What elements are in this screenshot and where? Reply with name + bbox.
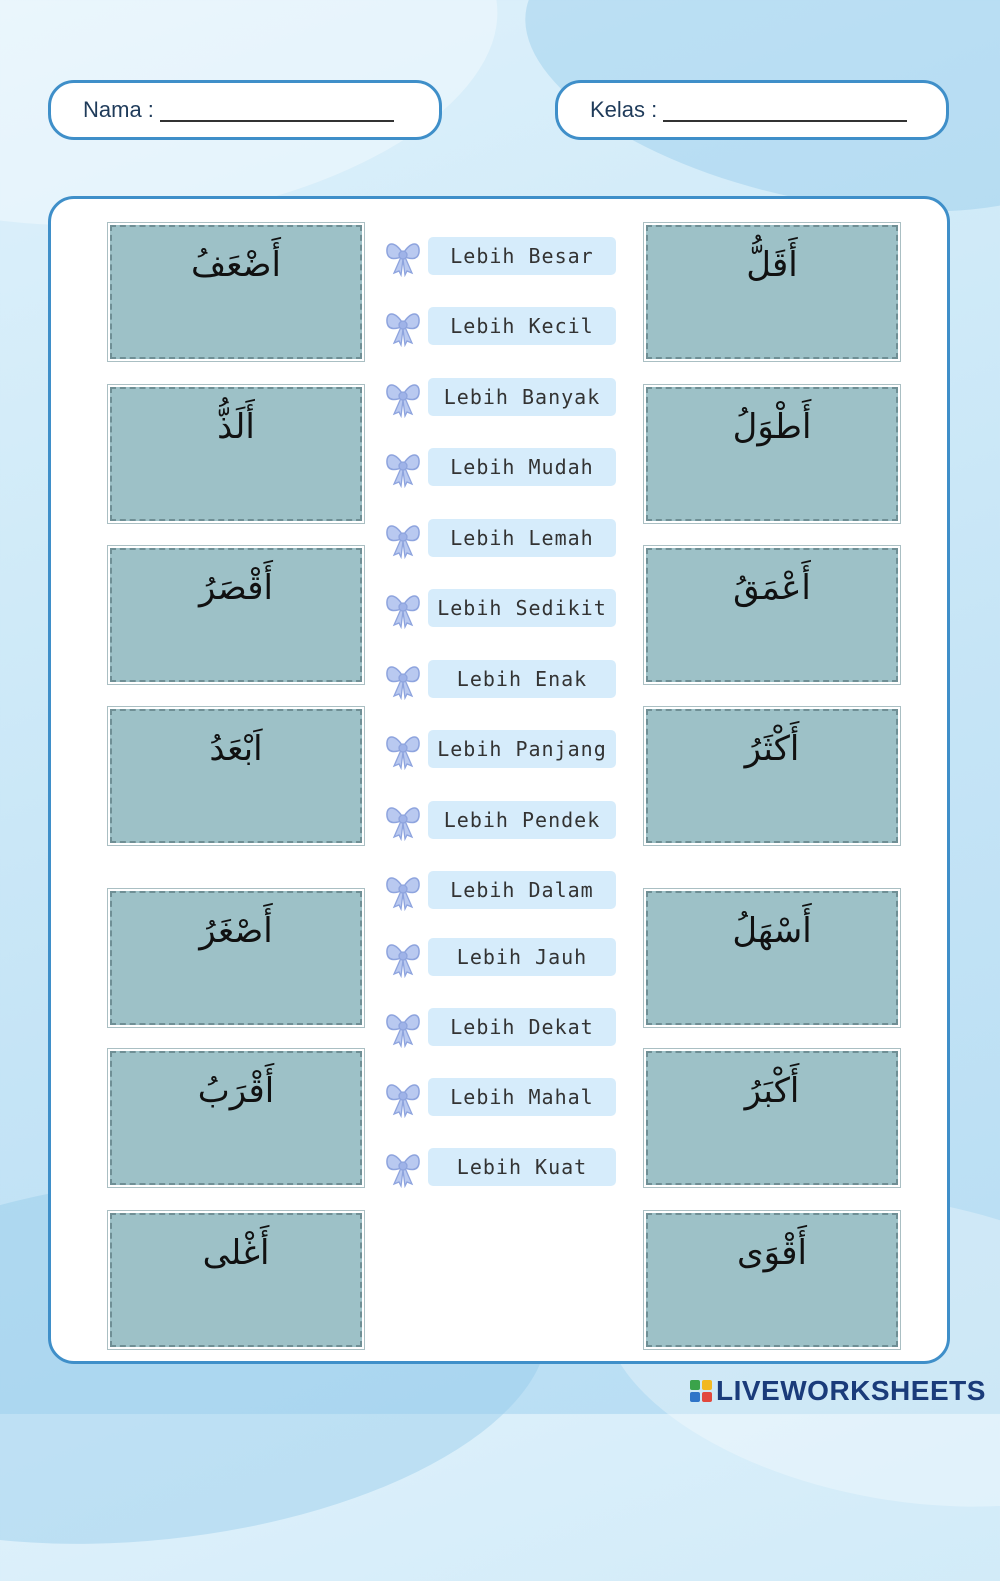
drop-card-left[interactable] <box>110 548 362 682</box>
drop-card-left[interactable] <box>110 1051 362 1185</box>
word-option[interactable] <box>382 376 618 418</box>
drop-card-left[interactable] <box>110 225 362 359</box>
drop-card-right[interactable] <box>646 225 898 359</box>
word-option-label[interactable]: Lebih Panjang <box>428 730 616 768</box>
ribbon-bow-icon <box>382 587 424 629</box>
arabic-word: أَطْوَلُ <box>732 407 812 447</box>
ribbon-bow-icon <box>382 235 424 277</box>
logo-text: LIVEWORKSHEETS <box>716 1375 986 1406</box>
ribbon-bow-icon <box>382 936 424 978</box>
class-field-box <box>555 80 949 140</box>
ribbon-bow-icon <box>382 517 424 559</box>
word-option[interactable] <box>382 799 618 841</box>
arabic-word: أَعْمَقُ <box>733 568 811 608</box>
arabic-word: أَقْرَبُ <box>197 1071 275 1111</box>
drop-card-left[interactable] <box>110 1213 362 1347</box>
name-input-line[interactable] <box>160 98 394 122</box>
word-option-label[interactable]: Lebih Dalam <box>428 871 616 909</box>
arabic-word: أَلَذُّ <box>217 407 255 447</box>
word-option[interactable] <box>382 658 618 700</box>
ribbon-bow-icon <box>382 1006 424 1048</box>
arabic-word: أَسْهَلُ <box>732 911 812 951</box>
word-option[interactable] <box>382 587 618 629</box>
word-option-label[interactable]: Lebih Banyak <box>428 378 616 416</box>
arabic-word: أَكْبَرُ <box>744 1071 800 1111</box>
ribbon-bow-icon <box>382 799 424 841</box>
arabic-word: أَصْغَرُ <box>199 911 273 951</box>
liveworksheets-logo <box>690 1374 986 1408</box>
word-option-label[interactable]: Lebih Sedikit <box>428 589 616 627</box>
ribbon-bow-icon <box>382 376 424 418</box>
word-option-label[interactable]: Lebih Jauh <box>428 938 616 976</box>
word-option[interactable] <box>382 1076 618 1118</box>
class-label: Kelas : <box>590 97 658 122</box>
drop-card-left[interactable] <box>110 891 362 1025</box>
drop-card-right[interactable] <box>646 891 898 1025</box>
arabic-word: اَبْعَدُ <box>209 729 263 769</box>
word-option-label[interactable]: Lebih Lemah <box>428 519 616 557</box>
word-option-label[interactable]: Lebih Pendek <box>428 801 616 839</box>
name-field-box <box>48 80 442 140</box>
ribbon-bow-icon <box>382 446 424 488</box>
word-option[interactable] <box>382 869 618 911</box>
word-option-label[interactable]: Lebih Dekat <box>428 1008 616 1046</box>
word-option-label[interactable]: Lebih Kuat <box>428 1148 616 1186</box>
arabic-word: أَكْثَرُ <box>744 729 800 769</box>
word-option[interactable] <box>382 728 618 770</box>
word-option[interactable] <box>382 1146 618 1188</box>
drop-card-left[interactable] <box>110 709 362 843</box>
word-option-label[interactable]: Lebih Enak <box>428 660 616 698</box>
word-option-label[interactable]: Lebih Besar <box>428 237 616 275</box>
arabic-word: أَقَلُّ <box>746 245 798 285</box>
word-option-label[interactable]: Lebih Mudah <box>428 448 616 486</box>
arabic-word: أَقْوَى <box>737 1233 807 1273</box>
word-option[interactable] <box>382 446 618 488</box>
word-option-label[interactable]: Lebih Mahal <box>428 1078 616 1116</box>
ribbon-bow-icon <box>382 658 424 700</box>
drop-card-right[interactable] <box>646 709 898 843</box>
word-option[interactable] <box>382 517 618 559</box>
ribbon-bow-icon <box>382 1146 424 1188</box>
word-option-label[interactable]: Lebih Kecil <box>428 307 616 345</box>
drop-card-right[interactable] <box>646 548 898 682</box>
logo-mark-icon <box>690 1380 712 1402</box>
drop-card-right[interactable] <box>646 1051 898 1185</box>
word-option[interactable] <box>382 1006 618 1048</box>
word-option[interactable] <box>382 235 618 277</box>
drop-card-left[interactable] <box>110 387 362 521</box>
drop-card-right[interactable] <box>646 1213 898 1347</box>
arabic-word: أَغْلى <box>202 1233 270 1273</box>
ribbon-bow-icon <box>382 1076 424 1118</box>
class-input-line[interactable] <box>663 98 907 122</box>
ribbon-bow-icon <box>382 728 424 770</box>
word-option[interactable] <box>382 936 618 978</box>
ribbon-bow-icon <box>382 305 424 347</box>
ribbon-bow-icon <box>382 869 424 911</box>
arabic-word: أَضْعَفُ <box>191 245 281 285</box>
drop-card-right[interactable] <box>646 387 898 521</box>
name-label: Nama : <box>83 97 154 122</box>
word-option[interactable] <box>382 305 618 347</box>
arabic-word: أَقْصَرُ <box>199 568 273 608</box>
